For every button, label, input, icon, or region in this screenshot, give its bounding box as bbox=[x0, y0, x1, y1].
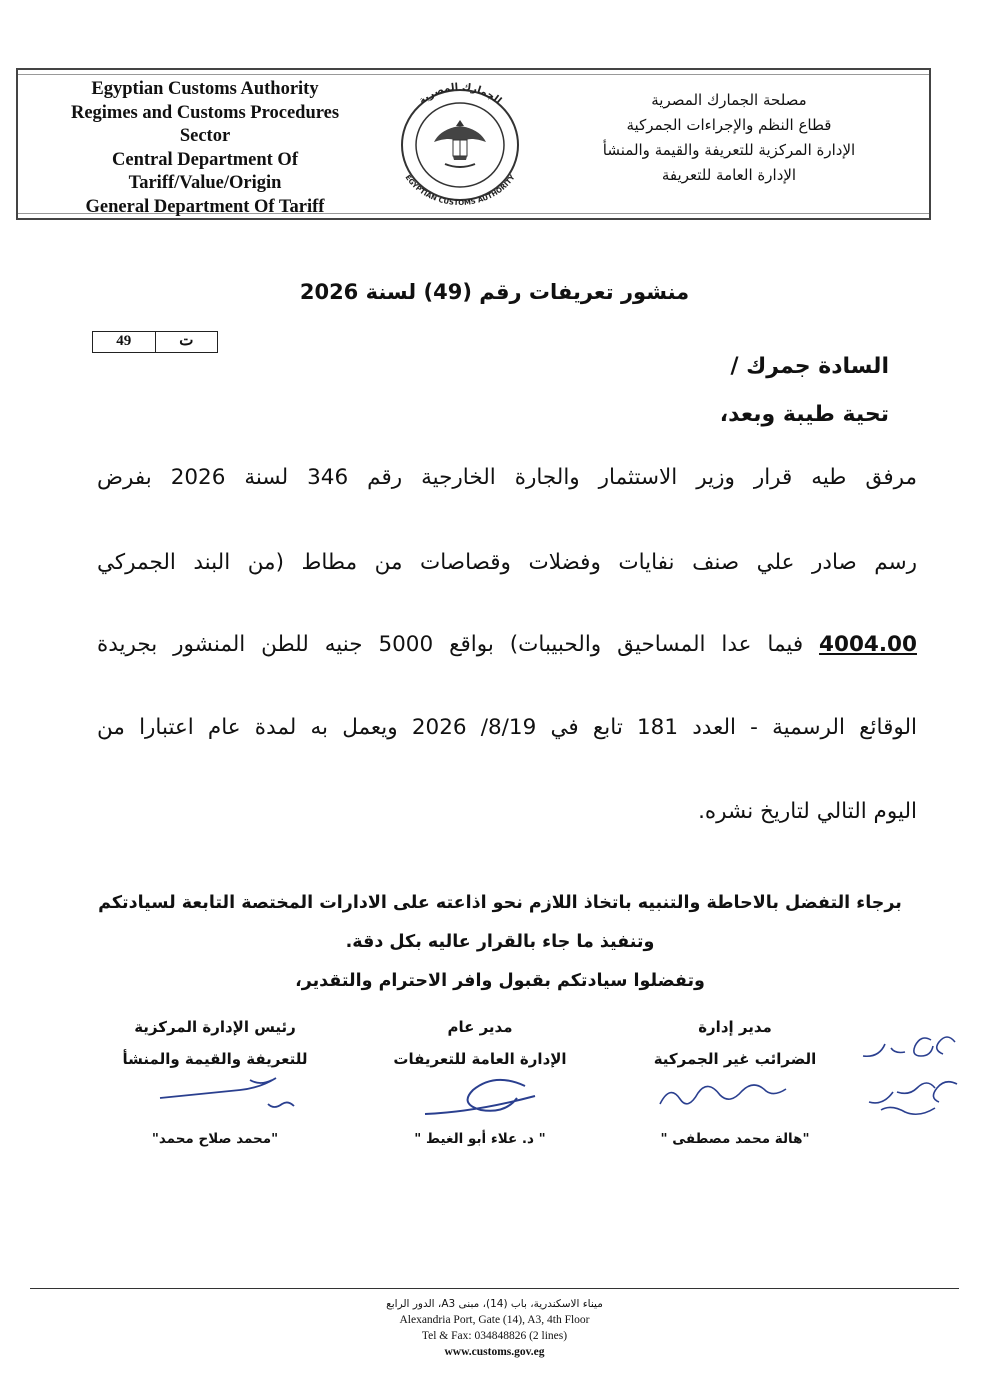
letterhead-ar-line: الإدارة المركزية للتعريفة والقيمة والمنشأ bbox=[602, 141, 856, 159]
signature-title: رئيس الإدارة المركزية bbox=[134, 1018, 296, 1036]
circular-title: منشور تعريفات رقم (49) لسنة 2026 bbox=[299, 280, 690, 304]
signature-title: مدير إدارة bbox=[698, 1018, 772, 1036]
tariff-code: 4004.00 bbox=[819, 632, 917, 657]
footer-telephone: Tel & Fax: 034848826 (2 lines) bbox=[421, 1330, 568, 1342]
letterhead-en-line: Sector bbox=[179, 126, 231, 146]
signature-block-general-manager bbox=[365, 1012, 595, 1162]
reference-letter: ت bbox=[179, 333, 194, 349]
footer bbox=[0, 1296, 989, 1360]
signature-title: مدير عام bbox=[447, 1018, 513, 1036]
letterhead-ar-line: قطاع النظم والإجراءات الجمركية bbox=[626, 116, 832, 134]
signatory-name: "هالة محمد مصطفى " bbox=[660, 1131, 810, 1147]
signatory-name: " د. علاء أبو الغيط " bbox=[414, 1131, 546, 1147]
signature-block-tax-manager bbox=[620, 1012, 850, 1162]
signature-department: للتعريفة والقيمة والمنشأ bbox=[122, 1050, 308, 1068]
handwritten-signature-icon bbox=[620, 1064, 850, 1114]
signature-department: الإدارة العامة للتعريفات bbox=[393, 1050, 567, 1068]
letterhead-en-line: Egyptian Customs Authority bbox=[91, 79, 319, 99]
letterhead-en-line: Tariff/Value/Origin bbox=[128, 173, 282, 193]
customs-seal-logo bbox=[375, 80, 545, 210]
handwritten-signature-icon bbox=[100, 1064, 330, 1124]
body-line-4: الوقائع الرسمية - العدد 181 تابع في 8/19/ 2026 ويعمل به لمدة عام اعتبارا من bbox=[97, 715, 917, 740]
closing-line-3: وتفضلوا سيادتكم بقبول وافر الاحترام والتقدير، bbox=[295, 971, 705, 991]
closing-line-2: وتنفيذ ما جاء بالقرار عاليه بكل دقة. bbox=[345, 932, 655, 952]
handwritten-note-icon bbox=[845, 1022, 975, 1132]
body-line-3 bbox=[97, 630, 917, 660]
letterhead-rule-top bbox=[18, 74, 929, 75]
body-line-5: اليوم التالي لتاريخ نشره. bbox=[698, 799, 917, 824]
salutation-greeting: تحية طيبة وبعد، bbox=[719, 402, 889, 427]
footer-address-arabic: ميناء الاسكندرية، باب (14)، مبنى A3، الدور الرابع bbox=[386, 1298, 603, 1310]
signatory-name: "محمد صلاح محمد" bbox=[151, 1131, 279, 1147]
footer-address-english: Alexandria Port, Gate (14), A3, 4th Floor bbox=[399, 1314, 590, 1326]
letterhead-arabic bbox=[549, 88, 909, 188]
salutation-recipient: السادة جمرك / bbox=[730, 354, 889, 379]
body-line-2: رسم صادر علي صنف نفايات وفضلات وقصاصات من مطاط (من البند الجمركي bbox=[97, 550, 917, 575]
letterhead-en-line: Central Department Of bbox=[112, 149, 298, 170]
letterhead-english bbox=[40, 78, 370, 219]
letterhead-en-line: General Department Of Tariff bbox=[85, 196, 325, 217]
letterhead-ar-line: مصلحة الجمارك المصرية bbox=[651, 91, 807, 109]
signature-block-central-head bbox=[100, 1012, 330, 1162]
handwritten-signature-icon bbox=[365, 1064, 595, 1124]
svg-text:الجمارك المصرية: الجمارك المصرية bbox=[416, 81, 504, 107]
letterhead-ar-line: الإدارة العامة للتعريفة bbox=[661, 166, 797, 184]
signature-department: الضرائب غير الجمركية bbox=[653, 1050, 817, 1068]
body-line-1: مرفق طيه قرار وزير الاستثمار والجارة الخارجية رقم 346 لسنة 2026 بفرض bbox=[97, 465, 917, 490]
svg-text:EGYPTIAN CUSTOMS AUTHORITY: EGYPTIAN CUSTOMS AUTHORITY bbox=[403, 173, 517, 208]
letterhead-en-line: Regimes and Customs Procedures bbox=[70, 102, 340, 123]
closing-line-1: برجاء التفضل بالاحاطة والتنبيه باتخاذ اللازم نحو اذاعته على الادارات المختصة التابعة لسيادتكم bbox=[98, 893, 902, 913]
footer-website-link[interactable]: www.customs.gov.eg bbox=[444, 1346, 545, 1358]
footer-divider bbox=[30, 1288, 959, 1289]
reference-box bbox=[92, 331, 218, 353]
body-line-3-text: فيما عدا المساحيق والحبيبات) بواقع 5000 جنيه للطن المنشور بجريدة bbox=[97, 632, 804, 657]
reference-number: 49 bbox=[93, 332, 156, 352]
